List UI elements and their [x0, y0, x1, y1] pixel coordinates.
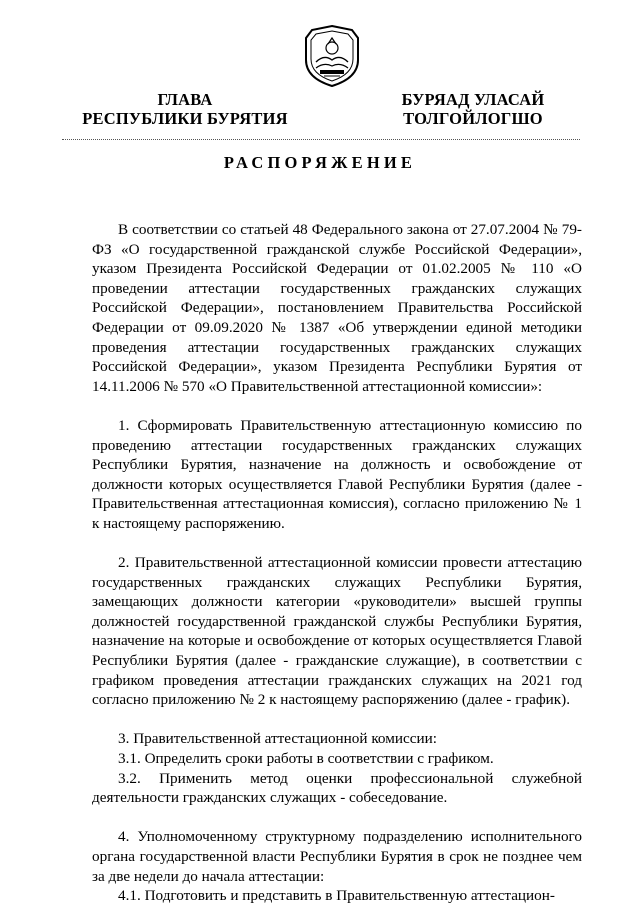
header-left-line2: РЕСПУБЛИКИ БУРЯТИЯ	[82, 109, 288, 128]
header-right-line1: БУРЯАД УЛАСАЙ	[401, 90, 545, 109]
paragraph-item-4: 4. Уполномоченному структурному подразделению исполнительного органа государственной власти Республики Бурятия в срок не позднее чем за две недели до начала аттестации:	[92, 828, 582, 885]
paragraph-preamble: В соответствии со статьей 48 Федерального закона от 27.07.2004 № 79-ФЗ «О государственной гражданской службе Российской Федерации», указом Президента Российской Федерации от 01.02.2005 № 110 «О проведении аттестации государственных гражданских служащих Российской Федерации», постановлением Правительства Российской Федерации от 09.09.2020 № 1387 «Об утверждении единой методики проведения аттестации государственных гражданских служащих Российской Федерации», указом Президента Республики Бурятия от 14.11.2006 № 570 «О Правительственной аттестационной комиссии»:	[92, 221, 582, 395]
coat-of-arms-icon	[302, 24, 362, 88]
header-divider	[62, 139, 580, 140]
document-body	[92, 220, 582, 906]
header-right	[368, 90, 578, 128]
paragraph-item-4-1: 4.1. Подготовить и представить в Правительственную аттестацион-	[118, 887, 555, 905]
header-left	[80, 90, 290, 128]
paragraph-item-3: 3. Правительственной аттестационной комиссии:	[118, 730, 437, 748]
header-right-line2: ТОЛГОЙЛОГШО	[403, 109, 543, 128]
document-title: РАСПОРЯЖЕНИЕ	[223, 153, 417, 172]
paragraph-item-2: 2. Правительственной аттестационной комиссии провести аттестацию государственных гражданских служащих Республики Бурятия, замещающих должности категории «руководители» высшей группы должностей государственной гражданской службы Республики Бурятия, назначение на которые и освобождение от которых осуществляется Главой Республики Бурятия (далее - гражданские служащие), в соответствии с графиком проведения аттестации гражданских служащих на 2021 год согласно приложению № 2 к настоящему распоряжению (далее - график).	[92, 554, 582, 709]
paragraph-item-3-1: 3.1. Определить сроки работы в соответствии с графиком.	[118, 750, 494, 768]
paragraph-item-1: 1. Сформировать Правительственную аттестационную комиссию по проведению аттестации государственных гражданских служащих Республики Бурятия, назначение на должность и освобождение от должности которых осуществляется Главой Республики Бурятия (далее - Правительственная аттестационная комиссия), согласно приложению № 1 к настоящему распоряжению.	[92, 416, 582, 532]
header-left-line1: ГЛАВА	[157, 90, 213, 109]
paragraph-item-3-2: 3.2. Применить метод оценки профессиональной служебной деятельности гражданских служащих - собеседование.	[92, 769, 582, 807]
